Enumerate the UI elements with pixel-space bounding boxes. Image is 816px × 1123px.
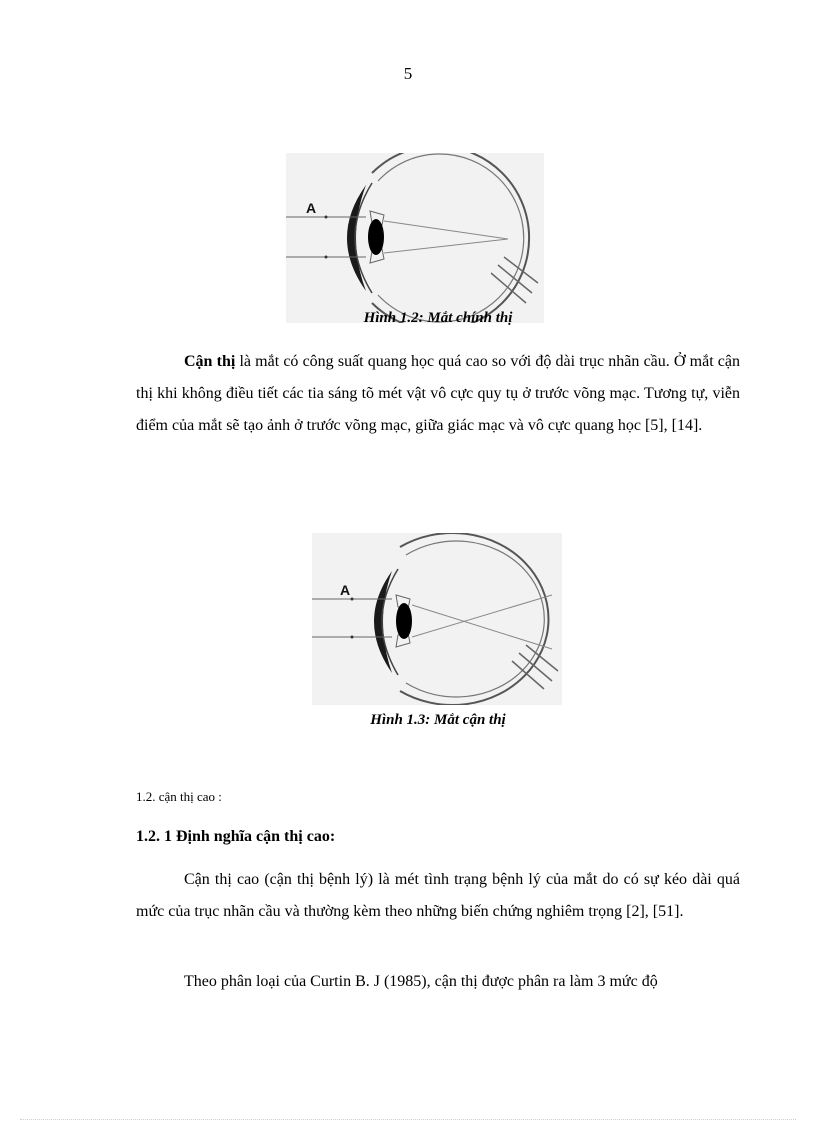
figure-emmetropic-eye <box>286 153 544 323</box>
paragraph-high-myopia <box>136 864 740 928</box>
figure-caption: Hình 1.2: Mắt chính thị <box>363 310 513 326</box>
paragraph-text: Theo phân loại của Curtin B. J (1985), cận thị được phân ra làm 3 mức độ <box>184 973 658 990</box>
bold-term: Cận thị <box>184 353 236 370</box>
subsection-heading: 1.2. 1 Định nghĩa cận thị cao: <box>136 828 336 845</box>
ray-label-a: A <box>340 582 351 598</box>
figure-myopic-eye <box>312 533 562 705</box>
paragraph-text: là mắt có công suất quang học quá cao so với độ dài trục nhãn cầu. Ở mắt cận thị khi không điều tiết các tia sáng tõ mét vật vô cực quy tụ ở trước võng mạc. Tương tự, viễn điểm của mắt sẽ tạo ảnh ở trước võng mạc, giữa giác mạc và vô cực quang học [5], [14]. <box>136 353 741 434</box>
section-heading: 1.2. cận thị cao : <box>136 789 222 804</box>
page-bottom-divider <box>20 1119 796 1120</box>
eye-diagram-myopic <box>312 533 562 705</box>
paragraph-classification <box>136 966 740 998</box>
eye-diagram-emmetropic <box>286 153 544 323</box>
figure-caption: Hình 1.3: Mắt cận thị <box>370 712 506 728</box>
ray-label-a: A <box>306 200 317 216</box>
page-number: 5 <box>403 64 413 83</box>
paragraph-myopia-definition <box>136 346 740 442</box>
paragraph-text: Cận thị cao (cận thị bệnh lý) là mét tình trạng bệnh lý của mắt do có sự kéo dài quá mức của trục nhãn cầu và thường kèm theo những biến chứng nghiêm trọng [2], [51]. <box>136 871 740 920</box>
